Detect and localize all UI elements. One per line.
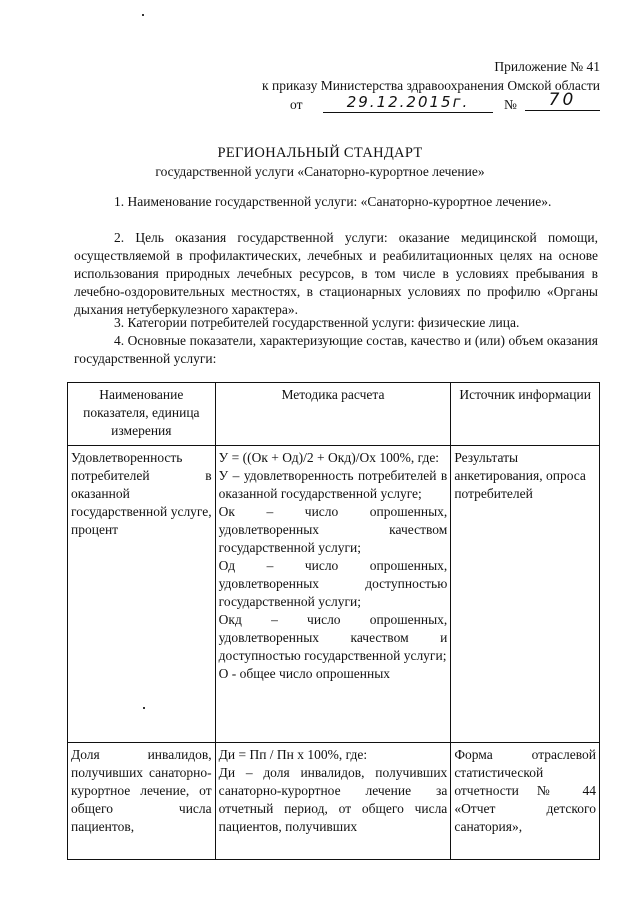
header-cell-name: Наименование показателя, единица измерения xyxy=(68,383,216,446)
paragraph-3: 3. Категории потребителей государственной услуги: физические лица. xyxy=(114,315,520,330)
from-label: от xyxy=(290,97,303,112)
header-cell-source: Источник информации xyxy=(451,383,600,446)
method-line: Од – число опрошенных, удовлетворенных доступностью государственной услуги; xyxy=(218,558,448,609)
handwritten-date: 29.12.2015г. xyxy=(323,93,493,113)
cell-source: Результаты анкетирования, опроса потребителей xyxy=(451,446,600,743)
appendix-label: Приложение № 41 xyxy=(494,59,600,74)
cell-method xyxy=(215,743,451,860)
table-row xyxy=(68,743,600,860)
paragraph-1: 1. Наименование государственной услуги: «Санаторно-курортное лечение». xyxy=(114,194,552,209)
scan-speck xyxy=(142,14,144,16)
method-line: Окд – число опрошенных, удовлетворенных качеством и доступностью государственной услуги; xyxy=(218,612,448,663)
method-line: Ди = Пп / Пн х 100%, где: xyxy=(218,747,368,762)
method-line: Ди – доля инвалидов, получивших санаторно-курортное лечение за отчетный период, от общего числа пациентов, получивших xyxy=(218,765,448,834)
document-subtitle: государственной услуги «Санаторно-курортное лечение» xyxy=(155,164,485,179)
order-reference: к приказу Министерства здравоохранения Омской области xyxy=(262,78,600,93)
scan-speck xyxy=(143,707,145,709)
document-title: РЕГИОНАЛЬНЫЙ СТАНДАРТ xyxy=(217,145,423,161)
paragraph-4: 4. Основные показатели, характеризующие состав, качество и (или) объем оказания государственной услуги: xyxy=(74,333,598,366)
method-line: У = ((Ок + Од)/2 + Окд)/Ох 100%, где: xyxy=(218,450,440,465)
table-row xyxy=(68,446,600,743)
method-line: О - общее число опрошенных xyxy=(218,666,391,681)
cell-indicator-name: Удовлетворенность потребителей в оказанной государственной услуге, процент xyxy=(68,446,216,743)
header-cell-method: Методика расчета xyxy=(215,383,451,446)
method-line: У – удовлетворенность потребителей в оказанной государственной услуге; xyxy=(218,468,448,501)
number-label: № xyxy=(504,97,517,112)
cell-indicator-name: Доля инвалидов, получивших санаторно-курортное лечение, от общего числа пациентов, xyxy=(68,743,216,860)
indicators-table xyxy=(67,382,600,860)
method-line: Ок – число опрошенных, удовлетворенных качеством государственной услуги; xyxy=(218,504,448,555)
cell-source: Форма отраслевой статистической отчетности № 44 «Отчет детского санатория», xyxy=(451,743,600,860)
cell-method xyxy=(215,446,451,743)
table-header-row xyxy=(68,383,600,446)
paragraph-2: 2. Цель оказания государственной услуги: оказание медицинской помощи, осуществляемой в профилактических, лечебных и реабилитационных целях на основе использования природных лечебных ресурсов, в том числе в условиях пребывания в лечебно-оздоровительных местностях, в стационарных условиях по профилю «Органы дыхания нетуберкулезного характера». xyxy=(74,230,598,317)
handwritten-number: 70 xyxy=(525,91,600,111)
